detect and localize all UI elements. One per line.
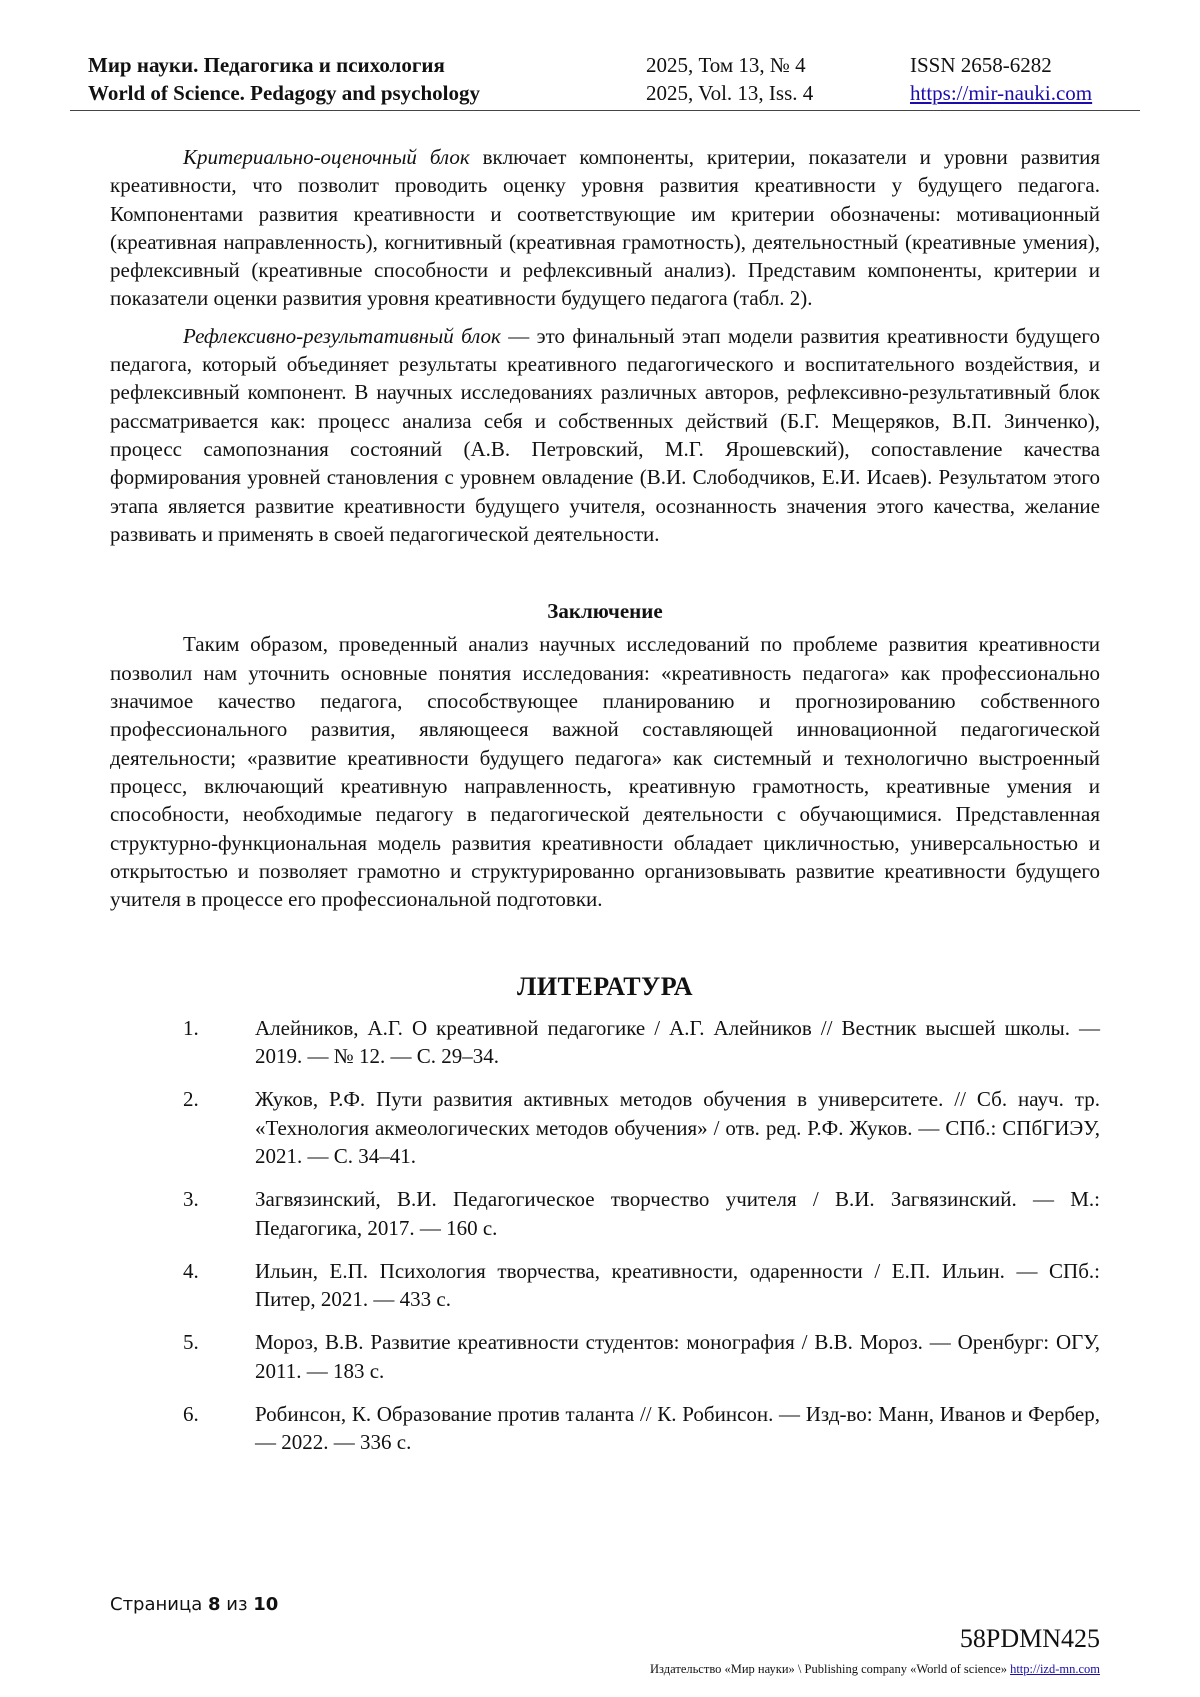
page-word: Страница bbox=[110, 1594, 203, 1615]
reference-item bbox=[110, 1014, 1100, 1071]
reference-text: Жуков, Р.Ф. Пути развития активных методов обучения в университете. // Сб. науч. тр. «Технология акмеологических методов обучения» / отв. ред. Р.Ф. Жуков. — СПб.: СПбГИЭУ, 2021. — С. 34–41. bbox=[255, 1087, 1100, 1168]
header-row-en bbox=[70, 81, 1140, 109]
volume-ru: 2025, Том 13, № 4 bbox=[646, 53, 806, 77]
term-reflexive-block: Рефлексивно-результативный блок bbox=[183, 323, 501, 348]
reference-text: Робинсон, К. Образование против таланта // К. Робинсон. — Изд-во: Манн, Иванов и Фербер, — 2022. — 336 с. bbox=[255, 1401, 1100, 1455]
reference-number: 6. bbox=[183, 1401, 199, 1426]
publisher-text: Издательство «Мир науки» \ Publishing company «World of science» bbox=[650, 1662, 1007, 1676]
paragraph-reflexive-block-text: — это финальный этап модели развития креативности будущего педагога, который объединяет результаты креативного педагогического и воспитательного воздействия, и рефлексивный компонент. В научных исследованиях различных авторов, рефлексивно-результативный блок рассматривается как: процесс анализа себя и собственных действий (Б.Г. Мещеряков, В.П. Зинченко), процесс самопознания состояний (А.В. Петровский, М.Г. Ярошевский), сопоставление качества формирования уровней становления с уровнем овладение (В.И. Слободчиков, Е.И. Исаев). Результатом этого этапа является развитие креативности будущего учителя, осознанность значения этого качества, желание развивать и применять в своей педагогической деятельности. bbox=[110, 323, 1101, 546]
reference-item bbox=[110, 1328, 1100, 1385]
reference-number: 1. bbox=[183, 1015, 199, 1040]
reference-item bbox=[110, 1257, 1100, 1314]
conclusion-heading: Заключение bbox=[547, 599, 663, 624]
reference-number: 5. bbox=[183, 1330, 199, 1355]
page-current: 8 bbox=[208, 1594, 221, 1615]
journal-url-link[interactable]: https://mir-nauki.com bbox=[910, 81, 1093, 105]
journal-title-en: World of Science. Pedagogy and psychology bbox=[88, 81, 481, 105]
reference-item bbox=[110, 1085, 1100, 1170]
publisher-url-link[interactable]: http://izd-mn.com bbox=[1010, 1662, 1100, 1676]
reference-number: 4. bbox=[183, 1258, 199, 1283]
references-heading: ЛИТЕРАТУРА bbox=[516, 972, 694, 1002]
issn: ISSN 2658-6282 bbox=[910, 53, 1052, 77]
journal-title-ru: Мир науки. Педагогика и психология bbox=[88, 53, 445, 77]
reference-text: Ильин, Е.П. Психология творчества, креативности, одаренности / Е.П. Ильин. — СПб.: Питер, 2021. — 433 с. bbox=[255, 1258, 1100, 1312]
reference-number: 3. bbox=[183, 1187, 199, 1212]
paragraph-criteria-block bbox=[110, 143, 1100, 313]
article-code: 58PDMN425 bbox=[959, 1624, 1100, 1653]
reference-text: Алейников, А.Г. О креативной педагогике / А.Г. Алейников // Вестник высшей школы. — 2019. — № 12. — С. 29–34. bbox=[255, 1015, 1100, 1069]
page-content bbox=[110, 143, 1100, 1472]
paragraph-reflexive-block bbox=[110, 322, 1100, 548]
references-list bbox=[110, 1014, 1100, 1457]
term-criteria-block: Критериально-оценочный блок bbox=[183, 145, 470, 169]
reference-item bbox=[110, 1400, 1100, 1457]
journal-header bbox=[70, 50, 1140, 111]
page-of: из bbox=[226, 1594, 248, 1615]
publisher-line bbox=[650, 1662, 1100, 1677]
volume-en: 2025, Vol. 13, Iss. 4 bbox=[646, 81, 814, 105]
reference-text: Мороз, В.В. Развитие креативности студентов: монография / В.В. Мороз. — Оренбург: ОГУ, 2011. — 183 с. bbox=[255, 1330, 1100, 1383]
conclusion-paragraph: Таким образом, проведенный анализ научных исследований по проблеме развития креативности позволил нам уточнить основные понятия исследования: «креативность педагога» как профессионально значимое качество педагога, способствующее планированию и прогнозированию собственного профессионального развития, являющееся важной составляющей инновационной педагогической деятельности; «развитие креативности будущего педагога» как системный и технологично выстроенный процесс, включающий креативную направленность, креативную грамотность, креативные умения и способности, необходимые педагогу в педагогической деятельности с обучающимися. Представленная структурно-функциональная модель развития креативности обладает цикличностью, универсальностью и открытостью и позволяет грамотно и структурированно организовывать развитие креативности будущего учителя в процессе его профессиональной подготовки. bbox=[110, 632, 1100, 912]
reference-text: Загвязинский, В.И. Педагогическое творчество учителя / В.И. Загвязинский. — М.: Педагогика, 2017. — 160 с. bbox=[255, 1187, 1100, 1240]
reference-item bbox=[110, 1185, 1100, 1242]
page-total: 10 bbox=[253, 1594, 279, 1615]
page-number bbox=[110, 1594, 278, 1615]
header-row-ru bbox=[70, 53, 1140, 81]
paragraph-criteria-block-text: включает компоненты, критерии, показатели и уровни развития креативности, что позволит проводить оценку уровня развития креативности у будущего педагога. Компонентами развития креативности и соответствующие им критерии обозначены: мотивационный (креативная направленность), когнитивный (креативная грамотность), деятельностный (креативные умения), рефлексивный (креативные способности и рефлексивный анализ). Представим компоненты, критерии и показатели оценки развития уровня креативности будущего педагога (табл. 2). bbox=[110, 145, 1100, 311]
reference-number: 2. bbox=[183, 1087, 199, 1112]
